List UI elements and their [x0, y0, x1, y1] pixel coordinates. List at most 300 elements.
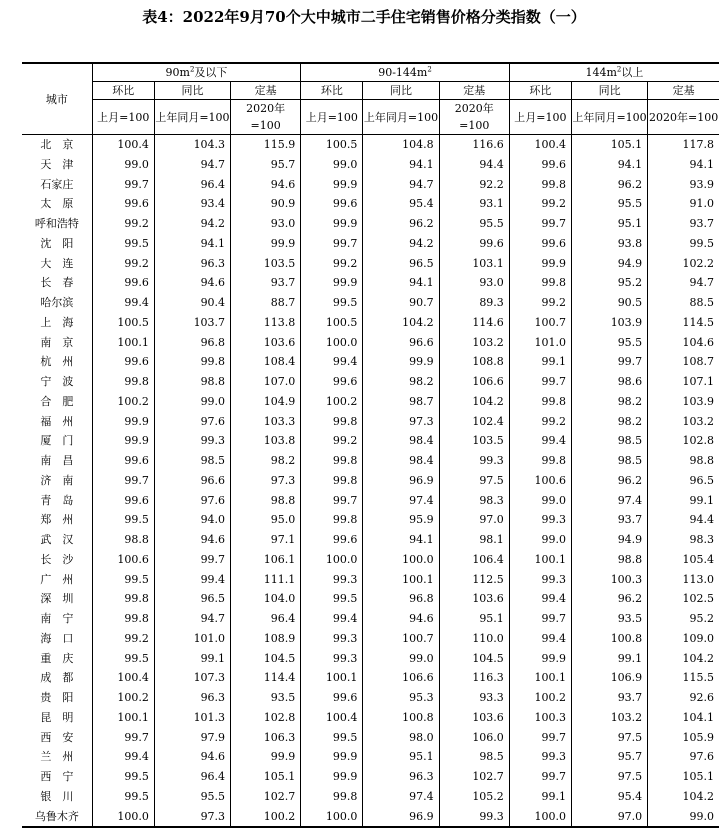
index-value-cell: 100.2: [301, 392, 363, 412]
table-row: [22, 412, 719, 432]
index-value-cell: 99.7: [509, 728, 571, 748]
index-value-cell: 106.9: [571, 668, 647, 688]
table-row: [22, 234, 719, 254]
index-value-cell: 97.3: [231, 471, 301, 491]
table-row: [22, 747, 719, 767]
index-value-cell: 97.3: [363, 412, 439, 432]
index-value-cell: 100.6: [509, 471, 571, 491]
city-name-cell: 重 庆: [40, 651, 74, 665]
index-value-cell: 99.4: [509, 589, 571, 609]
index-value-cell: 104.2: [648, 649, 719, 669]
table-row: [22, 550, 719, 570]
index-value-cell: 98.6: [571, 372, 647, 392]
index-value-cell: 109.0: [648, 629, 719, 649]
index-value-cell: 97.0: [439, 510, 509, 530]
index-value-cell: 101.3: [154, 708, 230, 728]
index-value-cell: 114.6: [439, 313, 509, 333]
index-value-cell: 99.0: [154, 392, 230, 412]
index-value-cell: 99.0: [509, 530, 571, 550]
index-value-cell: 98.1: [439, 530, 509, 550]
table-body: [22, 135, 719, 828]
index-value-cell: 95.5: [154, 787, 230, 807]
index-value-cell: 116.6: [439, 135, 509, 155]
index-value-cell: 96.5: [154, 589, 230, 609]
index-value-cell: 100.4: [509, 135, 571, 155]
index-value-cell: 98.3: [648, 530, 719, 550]
base-header-2020: 2020年=100: [231, 100, 301, 135]
index-value-cell: 104.5: [231, 649, 301, 669]
index-value-cell: 104.5: [439, 649, 509, 669]
index-value-cell: 91.0: [648, 194, 719, 214]
index-value-cell: 99.7: [92, 471, 154, 491]
index-value-cell: 94.1: [363, 155, 439, 175]
base-header-2020: 2020年=100: [648, 100, 719, 135]
index-value-cell: 100.5: [301, 313, 363, 333]
index-value-cell: 93.5: [231, 688, 301, 708]
table-row: [22, 649, 719, 669]
index-value-cell: 98.5: [571, 451, 647, 471]
index-value-cell: 107.0: [231, 372, 301, 392]
table-row: [22, 313, 719, 333]
city-name-cell: 太 原: [40, 197, 74, 211]
index-value-cell: 99.8: [509, 273, 571, 293]
table-row: [22, 787, 719, 807]
index-value-cell: 97.5: [439, 471, 509, 491]
city-name-cell: 大 连: [40, 256, 74, 270]
price-index-table: [22, 62, 719, 828]
index-value-cell: 96.8: [154, 333, 230, 353]
index-value-cell: 99.3: [439, 451, 509, 471]
index-value-cell: 113.8: [231, 313, 301, 333]
index-value-cell: 99.5: [92, 234, 154, 254]
base-header-last-month: 上月=100: [509, 100, 571, 135]
index-value-cell: 98.5: [154, 451, 230, 471]
city-name-cell: 南 京: [40, 335, 74, 349]
table-row: [22, 431, 719, 451]
index-value-cell: 105.1: [571, 135, 647, 155]
index-value-cell: 92.2: [439, 175, 509, 195]
index-value-cell: 100.2: [92, 392, 154, 412]
city-name-cell: 兰 州: [40, 750, 74, 764]
base-header-last-year: 上年同月=100: [154, 100, 230, 135]
index-value-cell: 114.5: [648, 313, 719, 333]
index-value-cell: 105.1: [231, 767, 301, 787]
index-value-cell: 108.7: [648, 352, 719, 372]
index-value-cell: 98.8: [571, 550, 647, 570]
city-name-cell: 成 都: [40, 671, 74, 685]
index-value-cell: 101.0: [154, 629, 230, 649]
table-row: [22, 254, 719, 274]
index-value-cell: 99.6: [439, 234, 509, 254]
city-name-cell: 合 肥: [40, 394, 74, 408]
sub-header-fixed: 定基: [648, 82, 719, 100]
index-value-cell: 99.7: [509, 609, 571, 629]
index-value-cell: 103.7: [154, 313, 230, 333]
index-value-cell: 98.8: [231, 491, 301, 511]
city-name-cell: 厦 门: [40, 434, 74, 448]
index-value-cell: 99.0: [509, 491, 571, 511]
index-value-cell: 103.2: [571, 708, 647, 728]
index-value-cell: 106.3: [231, 728, 301, 748]
table-row: [22, 194, 719, 214]
index-value-cell: 104.2: [439, 392, 509, 412]
city-name-cell: 杭 州: [40, 355, 74, 369]
index-value-cell: 102.7: [439, 767, 509, 787]
index-value-cell: 100.0: [509, 807, 571, 828]
index-value-cell: 98.8: [648, 451, 719, 471]
index-value-cell: 93.7: [571, 688, 647, 708]
index-value-cell: 102.2: [648, 254, 719, 274]
index-value-cell: 99.4: [92, 747, 154, 767]
index-value-cell: 99.9: [509, 254, 571, 274]
city-name-cell: 沈 阳: [40, 236, 74, 250]
index-value-cell: 94.9: [571, 254, 647, 274]
index-value-cell: 99.3: [509, 510, 571, 530]
index-value-cell: 95.3: [363, 688, 439, 708]
index-value-cell: 99.7: [92, 728, 154, 748]
index-value-cell: 103.6: [439, 708, 509, 728]
index-value-cell: 103.5: [439, 431, 509, 451]
index-value-cell: 95.5: [571, 333, 647, 353]
sub-header-yoy: 同比: [571, 82, 647, 100]
index-value-cell: 95.5: [571, 194, 647, 214]
index-value-cell: 97.3: [154, 807, 230, 828]
index-value-cell: 99.9: [301, 214, 363, 234]
index-value-cell: 103.6: [231, 333, 301, 353]
index-value-cell: 99.3: [301, 629, 363, 649]
index-value-cell: 106.0: [439, 728, 509, 748]
index-value-cell: 103.6: [439, 589, 509, 609]
index-value-cell: 95.7: [571, 747, 647, 767]
index-value-cell: 99.8: [301, 787, 363, 807]
city-name-cell: 宁 波: [40, 375, 74, 388]
index-value-cell: 102.5: [648, 589, 719, 609]
index-value-cell: 105.9: [648, 728, 719, 748]
index-value-cell: 90.5: [571, 293, 647, 313]
index-value-cell: 105.4: [648, 550, 719, 570]
group-header-large: $144m^2$以上: [509, 63, 719, 82]
index-value-cell: 98.8: [92, 530, 154, 550]
index-value-cell: 99.4: [509, 431, 571, 451]
table-row: [22, 175, 719, 195]
index-value-cell: 94.7: [648, 273, 719, 293]
table-header: [22, 63, 719, 135]
index-value-cell: 99.9: [231, 747, 301, 767]
index-value-cell: 98.2: [571, 392, 647, 412]
index-value-cell: 99.1: [509, 787, 571, 807]
index-value-cell: 99.8: [301, 471, 363, 491]
sub-header-fixed: 定基: [439, 82, 509, 100]
index-value-cell: 99.1: [648, 491, 719, 511]
index-value-cell: 95.1: [571, 214, 647, 234]
index-value-cell: 96.2: [571, 471, 647, 491]
index-value-cell: 99.8: [92, 589, 154, 609]
index-value-cell: 106.4: [439, 550, 509, 570]
index-value-cell: 98.0: [363, 728, 439, 748]
table-row: [22, 570, 719, 590]
index-value-cell: 96.4: [231, 609, 301, 629]
index-value-cell: 104.8: [363, 135, 439, 155]
index-value-cell: 99.9: [92, 412, 154, 432]
group-header-medium: $90-144m^2$: [301, 63, 510, 82]
index-value-cell: 94.2: [154, 214, 230, 234]
index-value-cell: 99.8: [92, 372, 154, 392]
index-value-cell: 99.9: [231, 234, 301, 254]
index-value-cell: 93.0: [439, 273, 509, 293]
index-value-cell: 100.0: [363, 550, 439, 570]
index-value-cell: 99.6: [301, 688, 363, 708]
index-value-cell: 93.0: [231, 214, 301, 234]
index-value-cell: 99.7: [509, 214, 571, 234]
index-value-cell: 99.6: [509, 234, 571, 254]
city-name-cell: 南 昌: [40, 454, 74, 467]
index-value-cell: 100.3: [509, 708, 571, 728]
index-value-cell: 92.6: [648, 688, 719, 708]
index-value-cell: 99.6: [509, 155, 571, 175]
index-value-cell: 93.7: [571, 510, 647, 530]
index-value-cell: 106.6: [363, 668, 439, 688]
index-value-cell: 99.5: [648, 234, 719, 254]
index-value-cell: 103.2: [439, 333, 509, 353]
index-value-cell: 88.5: [648, 293, 719, 313]
index-value-cell: 102.4: [439, 412, 509, 432]
sub-header-mom: 环比: [509, 82, 571, 100]
index-value-cell: 96.2: [571, 589, 647, 609]
index-value-cell: 93.1: [439, 194, 509, 214]
index-value-cell: 100.2: [509, 688, 571, 708]
index-value-cell: 95.5: [439, 214, 509, 234]
table-row: [22, 491, 719, 511]
index-value-cell: 99.9: [301, 175, 363, 195]
index-value-cell: 103.3: [231, 412, 301, 432]
index-value-cell: 104.2: [363, 313, 439, 333]
index-value-cell: 99.5: [92, 570, 154, 590]
index-value-cell: 94.4: [648, 510, 719, 530]
table-row: [22, 273, 719, 293]
index-value-cell: 99.6: [301, 194, 363, 214]
index-value-cell: 96.2: [363, 214, 439, 234]
index-value-cell: 90.9: [231, 194, 301, 214]
index-value-cell: 88.7: [231, 293, 301, 313]
index-value-cell: 99.2: [509, 412, 571, 432]
index-value-cell: 96.2: [571, 175, 647, 195]
table-row: [22, 668, 719, 688]
index-value-cell: 100.1: [301, 668, 363, 688]
city-name-cell: 广 州: [40, 572, 74, 586]
city-name-cell: 青 岛: [40, 493, 74, 507]
index-value-cell: 93.7: [231, 273, 301, 293]
index-value-cell: 99.2: [509, 194, 571, 214]
index-value-cell: 98.5: [571, 431, 647, 451]
index-value-cell: 95.1: [439, 609, 509, 629]
index-value-cell: 99.0: [301, 155, 363, 175]
index-value-cell: 90.4: [154, 293, 230, 313]
table-row: [22, 629, 719, 649]
index-value-cell: 99.9: [301, 747, 363, 767]
index-value-cell: 95.9: [363, 510, 439, 530]
index-value-cell: 99.7: [301, 491, 363, 511]
index-value-cell: 94.6: [154, 530, 230, 550]
index-value-cell: 97.1: [231, 530, 301, 550]
index-value-cell: 100.8: [363, 708, 439, 728]
index-value-cell: 94.6: [231, 175, 301, 195]
index-value-cell: 97.4: [363, 787, 439, 807]
index-value-cell: 104.6: [648, 333, 719, 353]
index-value-cell: 107.3: [154, 668, 230, 688]
index-value-cell: 99.1: [154, 649, 230, 669]
base-header-last-month: 上月=100: [92, 100, 154, 135]
table-row: [22, 392, 719, 412]
index-value-cell: 96.8: [363, 589, 439, 609]
index-value-cell: 99.9: [301, 767, 363, 787]
index-value-cell: 100.6: [92, 550, 154, 570]
index-value-cell: 93.8: [571, 234, 647, 254]
table-row: [22, 609, 719, 629]
index-value-cell: 99.0: [363, 649, 439, 669]
index-value-cell: 99.1: [571, 649, 647, 669]
city-name-cell: 昆 明: [40, 710, 74, 724]
city-name-cell: 西 宁: [40, 770, 74, 783]
city-name-cell: 西 安: [40, 730, 74, 744]
index-value-cell: 99.8: [301, 451, 363, 471]
index-value-cell: 99.9: [92, 431, 154, 451]
table-row: [22, 352, 719, 372]
index-value-cell: 99.3: [439, 807, 509, 828]
index-value-cell: 99.7: [509, 767, 571, 787]
index-value-cell: 99.3: [154, 431, 230, 451]
table-row: [22, 471, 719, 491]
index-value-cell: 99.5: [301, 293, 363, 313]
index-value-cell: 98.2: [231, 451, 301, 471]
index-value-cell: 107.1: [648, 372, 719, 392]
index-value-cell: 99.7: [92, 175, 154, 195]
sub-header-yoy: 同比: [363, 82, 439, 100]
table-row: [22, 807, 719, 828]
index-value-cell: 99.8: [92, 609, 154, 629]
index-value-cell: 94.1: [363, 273, 439, 293]
index-value-cell: 99.5: [301, 728, 363, 748]
index-value-cell: 113.0: [648, 570, 719, 590]
index-value-cell: 98.4: [363, 451, 439, 471]
index-value-cell: 93.3: [439, 688, 509, 708]
city-name-cell: 天 津: [40, 157, 74, 171]
index-value-cell: 99.8: [509, 392, 571, 412]
index-value-cell: 95.4: [571, 787, 647, 807]
index-value-cell: 99.7: [571, 352, 647, 372]
index-value-cell: 94.9: [571, 530, 647, 550]
index-value-cell: 100.1: [363, 570, 439, 590]
index-value-cell: 96.6: [154, 471, 230, 491]
index-value-cell: 100.1: [509, 550, 571, 570]
base-header-2020: 2020年=100: [439, 100, 509, 135]
index-value-cell: 104.0: [231, 589, 301, 609]
index-value-cell: 93.7: [648, 214, 719, 234]
index-value-cell: 106.6: [439, 372, 509, 392]
index-value-cell: 94.1: [363, 530, 439, 550]
index-value-cell: 99.9: [509, 649, 571, 669]
index-value-cell: 100.0: [92, 807, 154, 828]
index-value-cell: 99.7: [154, 550, 230, 570]
index-value-cell: 99.6: [92, 273, 154, 293]
index-value-cell: 99.5: [92, 649, 154, 669]
index-value-cell: 100.3: [571, 570, 647, 590]
index-value-cell: 94.6: [154, 747, 230, 767]
index-value-cell: 100.4: [301, 708, 363, 728]
index-value-cell: 98.8: [154, 372, 230, 392]
index-value-cell: 103.9: [648, 392, 719, 412]
city-name-cell: 长 沙: [40, 552, 74, 566]
index-value-cell: 99.9: [363, 352, 439, 372]
index-value-cell: 96.9: [363, 471, 439, 491]
index-value-cell: 99.8: [154, 352, 230, 372]
index-value-cell: 99.2: [509, 293, 571, 313]
index-value-cell: 97.9: [154, 728, 230, 748]
index-value-cell: 110.0: [439, 629, 509, 649]
index-value-cell: 115.5: [648, 668, 719, 688]
index-value-cell: 100.7: [509, 313, 571, 333]
table-row: [22, 688, 719, 708]
table-row: [22, 767, 719, 787]
sub-header-yoy: 同比: [154, 82, 230, 100]
index-value-cell: 104.9: [231, 392, 301, 412]
city-name-cell: 石家庄: [40, 177, 74, 191]
table-row: [22, 333, 719, 353]
index-value-cell: 99.3: [509, 747, 571, 767]
index-value-cell: 99.2: [92, 254, 154, 274]
index-value-cell: 99.6: [301, 372, 363, 392]
index-value-cell: 95.1: [363, 747, 439, 767]
index-value-cell: 100.5: [92, 313, 154, 333]
index-value-cell: 94.1: [154, 234, 230, 254]
index-value-cell: 100.0: [301, 550, 363, 570]
city-name-cell: 北 京: [40, 138, 74, 151]
index-value-cell: 115.9: [231, 135, 301, 155]
index-value-cell: 94.7: [154, 155, 230, 175]
index-value-cell: 90.7: [363, 293, 439, 313]
index-value-cell: 94.6: [363, 609, 439, 629]
index-value-cell: 100.0: [301, 807, 363, 828]
index-value-cell: 112.5: [439, 570, 509, 590]
table-title: 表4：2022年9月70个大中城市二手住宅销售价格分类指数（一）: [142, 8, 586, 26]
index-value-cell: 99.3: [509, 570, 571, 590]
city-name-cell: 济 南: [40, 473, 74, 487]
index-value-cell: 94.4: [439, 155, 509, 175]
index-value-cell: 99.6: [92, 451, 154, 471]
index-value-cell: 99.4: [154, 570, 230, 590]
index-value-cell: 99.6: [301, 530, 363, 550]
index-value-cell: 99.4: [301, 609, 363, 629]
index-value-cell: 99.5: [92, 510, 154, 530]
index-value-cell: 103.5: [231, 254, 301, 274]
index-value-cell: 99.9: [301, 273, 363, 293]
index-value-cell: 104.2: [648, 787, 719, 807]
city-name-cell: 哈尔滨: [40, 296, 74, 309]
city-name-cell: 长 春: [40, 276, 74, 290]
index-value-cell: 96.4: [154, 175, 230, 195]
index-value-cell: 94.0: [154, 510, 230, 530]
index-value-cell: 95.7: [231, 155, 301, 175]
index-value-cell: 94.1: [648, 155, 719, 175]
index-value-cell: 100.1: [92, 333, 154, 353]
index-value-cell: 116.3: [439, 668, 509, 688]
index-value-cell: 97.0: [571, 807, 647, 828]
index-value-cell: 102.8: [648, 431, 719, 451]
table-row: [22, 728, 719, 748]
table-row: [22, 155, 719, 175]
table-row: [22, 293, 719, 313]
index-value-cell: 111.1: [231, 570, 301, 590]
index-value-cell: 89.3: [439, 293, 509, 313]
